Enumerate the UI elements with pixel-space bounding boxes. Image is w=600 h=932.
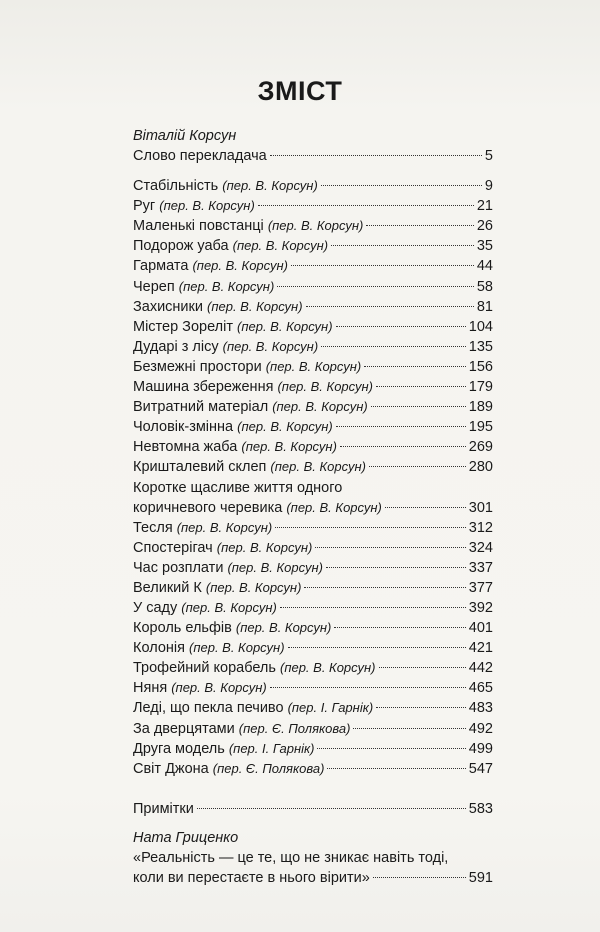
entry-page: 301 xyxy=(468,499,493,516)
entry-translator: (пер. В. Корсун) xyxy=(227,559,323,575)
dot-leader xyxy=(371,406,466,407)
entry-translator: (пер. І. Гарнік) xyxy=(287,700,374,716)
dot-leader xyxy=(376,707,466,708)
entry-translator: (пер. В. Корсун) xyxy=(181,599,277,615)
toc-author: Віталій Корсун xyxy=(133,128,237,144)
toc-entry-line: Коротке щасливе життя одного xyxy=(133,479,343,496)
toc-entry xyxy=(133,216,493,236)
entry-title: Леді, що пекла печиво (пер. І. Гарнік) xyxy=(133,700,374,717)
entry-page: 421 xyxy=(468,640,493,657)
entry-title: Няня (пер. В. Корсун) xyxy=(133,680,267,697)
dot-leader xyxy=(385,507,466,508)
entry-title: коли ви перестаєте в нього вірити» xyxy=(133,869,370,886)
entry-translator: (пер. В. Корсун) xyxy=(241,439,337,455)
entry-translator: (пер. В. Корсун) xyxy=(232,238,329,254)
entry-page: 465 xyxy=(468,680,493,697)
entry-page: 9 xyxy=(484,178,493,195)
dot-leader xyxy=(315,547,465,548)
entry-title: Витратний матеріал (пер. В. Корсун) xyxy=(133,399,368,416)
entry-title: Стабільність (пер. В. Корсун) xyxy=(133,178,318,195)
entry-page: 492 xyxy=(468,720,493,737)
entry-page: 44 xyxy=(476,258,493,275)
dot-leader xyxy=(321,185,482,186)
entry-translator: (пер. В. Корсун) xyxy=(279,660,376,676)
dot-leader xyxy=(270,155,482,156)
toc-entry xyxy=(133,357,493,377)
dot-leader xyxy=(364,366,466,367)
entry-page: 26 xyxy=(476,218,493,235)
entry-translator: (пер. В. Корсун) xyxy=(277,379,373,395)
dot-leader xyxy=(317,748,465,749)
entry-page: 5 xyxy=(484,148,493,164)
page-title: ЗМІСТ xyxy=(257,76,343,106)
entry-title: Спостерігач (пер. В. Корсун) xyxy=(133,539,313,556)
toc-entry xyxy=(133,678,493,698)
toc-entry xyxy=(133,236,493,256)
entry-page: 401 xyxy=(468,620,493,637)
entry-title: Містер Зореліт (пер. В. Корсун) xyxy=(133,318,333,335)
entry-title: Машина збереження (пер. В. Корсун) xyxy=(133,379,373,396)
dot-leader xyxy=(288,647,466,648)
entry-title: Великий К (пер. В. Корсун) xyxy=(133,579,302,596)
spacer xyxy=(133,166,493,176)
entry-title: Світ Джона (пер. Є. Полякова) xyxy=(133,760,325,777)
toc-entry xyxy=(133,759,493,779)
entry-title: Руг (пер. В. Корсун) xyxy=(133,198,255,215)
toc-entry xyxy=(133,498,493,518)
entry-translator: (пер. В. Корсун) xyxy=(237,318,333,334)
dot-leader xyxy=(321,346,466,347)
entry-title: Невтомна жаба (пер. В. Корсун) xyxy=(133,439,337,456)
toc-author: Ната Гриценко xyxy=(133,829,239,846)
spacer xyxy=(133,819,493,829)
entry-translator: (пер. В. Корсун) xyxy=(207,298,303,314)
entry-page: 377 xyxy=(468,579,493,596)
dot-leader xyxy=(306,306,474,307)
entry-translator: (пер. В. Корсун) xyxy=(237,419,333,435)
toc-entry xyxy=(133,538,493,558)
toc-list xyxy=(133,176,493,477)
toc-entry xyxy=(133,437,493,457)
entry-title: Слово перекладача xyxy=(133,148,267,164)
entry-page: 21 xyxy=(476,198,493,215)
entry-title: Безмежні простори (пер. В. Корсун) xyxy=(133,358,362,375)
entry-title: Подорож уаба (пер. В. Корсун) xyxy=(133,238,329,255)
entry-title: Череп (пер. В. Корсун) xyxy=(133,278,275,295)
entry-title: Трофейний корабель (пер. В. Корсун) xyxy=(133,660,376,677)
toc-entry xyxy=(133,638,493,658)
toc-entry xyxy=(133,176,493,196)
entry-translator: (пер. Є. Полякова) xyxy=(238,720,351,736)
toc-entry xyxy=(133,799,493,819)
toc-entry xyxy=(133,146,493,166)
dot-leader xyxy=(379,667,466,668)
entry-page: 591 xyxy=(468,869,493,886)
entry-translator: (пер. В. Корсун) xyxy=(176,519,273,535)
entry-translator: (пер. В. Корсун) xyxy=(216,539,313,555)
entry-translator: (пер. В. Корсун) xyxy=(270,459,366,475)
entry-title: Гармата (пер. В. Корсун) xyxy=(133,258,288,275)
toc-entry xyxy=(133,397,493,417)
entry-page: 442 xyxy=(468,660,493,677)
entry-translator: (пер. В. Корсун) xyxy=(222,338,319,354)
entry-title: коричневого черевика (пер. В. Корсун) xyxy=(133,499,382,516)
entry-translator: (пер. В. Корсун) xyxy=(286,499,382,515)
toc-list xyxy=(133,518,493,779)
dot-leader xyxy=(331,245,474,246)
toc-entry xyxy=(133,518,493,538)
entry-title: Тесля (пер. В. Корсун) xyxy=(133,519,273,536)
entry-translator: (пер. В. Корсун) xyxy=(205,579,302,595)
entry-title: Дударі з лісу (пер. В. Корсун) xyxy=(133,338,319,355)
entry-title: У саду (пер. В. Корсун) xyxy=(133,599,277,616)
entry-translator: (пер. В. Корсун) xyxy=(171,680,267,696)
entry-page: 58 xyxy=(476,278,493,295)
dot-leader xyxy=(373,877,466,878)
entry-translator: (пер. В. Корсун) xyxy=(159,198,255,214)
entry-translator: (пер. В. Корсун) xyxy=(178,278,275,294)
dot-leader xyxy=(270,687,466,688)
entry-page: 547 xyxy=(468,760,493,777)
toc-entry xyxy=(133,558,493,578)
toc-entry xyxy=(133,658,493,678)
dot-leader xyxy=(334,627,465,628)
entry-title: Маленькі повстанці (пер. В. Корсун) xyxy=(133,218,364,235)
spacer xyxy=(133,779,493,799)
toc-entry xyxy=(133,337,493,357)
toc-entry xyxy=(133,598,493,618)
dot-leader xyxy=(327,768,465,769)
dot-leader xyxy=(336,326,466,327)
entry-page: 499 xyxy=(468,740,493,757)
entry-page: 312 xyxy=(468,519,493,536)
entry-page: 483 xyxy=(468,700,493,717)
entry-translator: (пер. В. Корсун) xyxy=(267,218,364,234)
table-of-contents xyxy=(133,127,493,888)
dot-leader xyxy=(326,567,466,568)
entry-translator: (пер. І. Гарнік) xyxy=(228,740,315,756)
entry-page: 135 xyxy=(468,338,493,355)
dot-leader xyxy=(258,205,474,206)
toc-entry xyxy=(133,868,493,888)
dot-leader xyxy=(336,426,466,427)
toc-entry-line: «Реальність — це те, що не зникає навіть тоді, xyxy=(133,849,449,866)
entry-title: Колонія (пер. В. Корсун) xyxy=(133,640,285,657)
toc-entry xyxy=(133,618,493,638)
entry-title: Чоловік-змінна (пер. В. Корсун) xyxy=(133,419,333,436)
entry-translator: (пер. В. Корсун) xyxy=(235,620,332,636)
entry-translator: (пер. В. Корсун) xyxy=(222,178,318,194)
entry-page: 195 xyxy=(468,419,493,436)
entry-page: 337 xyxy=(468,559,493,576)
toc-entry xyxy=(133,317,493,337)
entry-page: 35 xyxy=(476,238,493,255)
entry-page: 269 xyxy=(468,439,493,456)
entry-translator: (пер. В. Корсун) xyxy=(192,258,288,274)
entry-title: Кришталевий склеп (пер. В. Корсун) xyxy=(133,459,366,476)
entry-page: 81 xyxy=(476,298,493,315)
dot-leader xyxy=(197,808,466,809)
toc-entry xyxy=(133,277,493,297)
entry-title: Друга модель (пер. І. Гарнік) xyxy=(133,740,315,757)
entry-translator: (пер. В. Корсун) xyxy=(272,399,368,415)
dot-leader xyxy=(366,225,474,226)
dot-leader xyxy=(340,446,466,447)
dot-leader xyxy=(280,607,466,608)
dot-leader xyxy=(369,466,466,467)
toc-entry xyxy=(133,739,493,759)
entry-page: 280 xyxy=(468,459,493,476)
dot-leader xyxy=(275,527,466,528)
toc-entry xyxy=(133,578,493,598)
entry-page: 179 xyxy=(468,379,493,396)
toc-entry xyxy=(133,698,493,718)
toc-entry xyxy=(133,457,493,477)
dot-leader xyxy=(304,587,465,588)
entry-title: Час розплати (пер. В. Корсун) xyxy=(133,559,323,576)
toc-entry xyxy=(133,377,493,397)
entry-page: 583 xyxy=(468,800,493,817)
entry-translator: (пер. Є. Полякова) xyxy=(212,760,325,776)
entry-title: Захисники (пер. В. Корсун) xyxy=(133,298,303,315)
dot-leader xyxy=(291,265,474,266)
entry-title: Примітки xyxy=(133,800,194,817)
dot-leader xyxy=(277,286,474,287)
entry-page: 392 xyxy=(468,599,493,616)
entry-title: За дверцятами (пер. Є. Полякова) xyxy=(133,720,351,737)
entry-translator: (пер. В. Корсун) xyxy=(265,358,362,374)
toc-entry xyxy=(133,256,493,276)
entry-page: 104 xyxy=(468,318,493,335)
entry-page: 324 xyxy=(468,539,493,556)
toc-entry xyxy=(133,719,493,739)
entry-title: Король ельфів (пер. В. Корсун) xyxy=(133,620,332,637)
toc-entry xyxy=(133,196,493,216)
toc-entry xyxy=(133,417,493,437)
entry-translator: (пер. В. Корсун) xyxy=(189,640,285,656)
toc-entry xyxy=(133,297,493,317)
entry-page: 156 xyxy=(468,358,493,375)
entry-page: 189 xyxy=(468,399,493,416)
dot-leader xyxy=(353,728,465,729)
dot-leader xyxy=(376,386,466,387)
